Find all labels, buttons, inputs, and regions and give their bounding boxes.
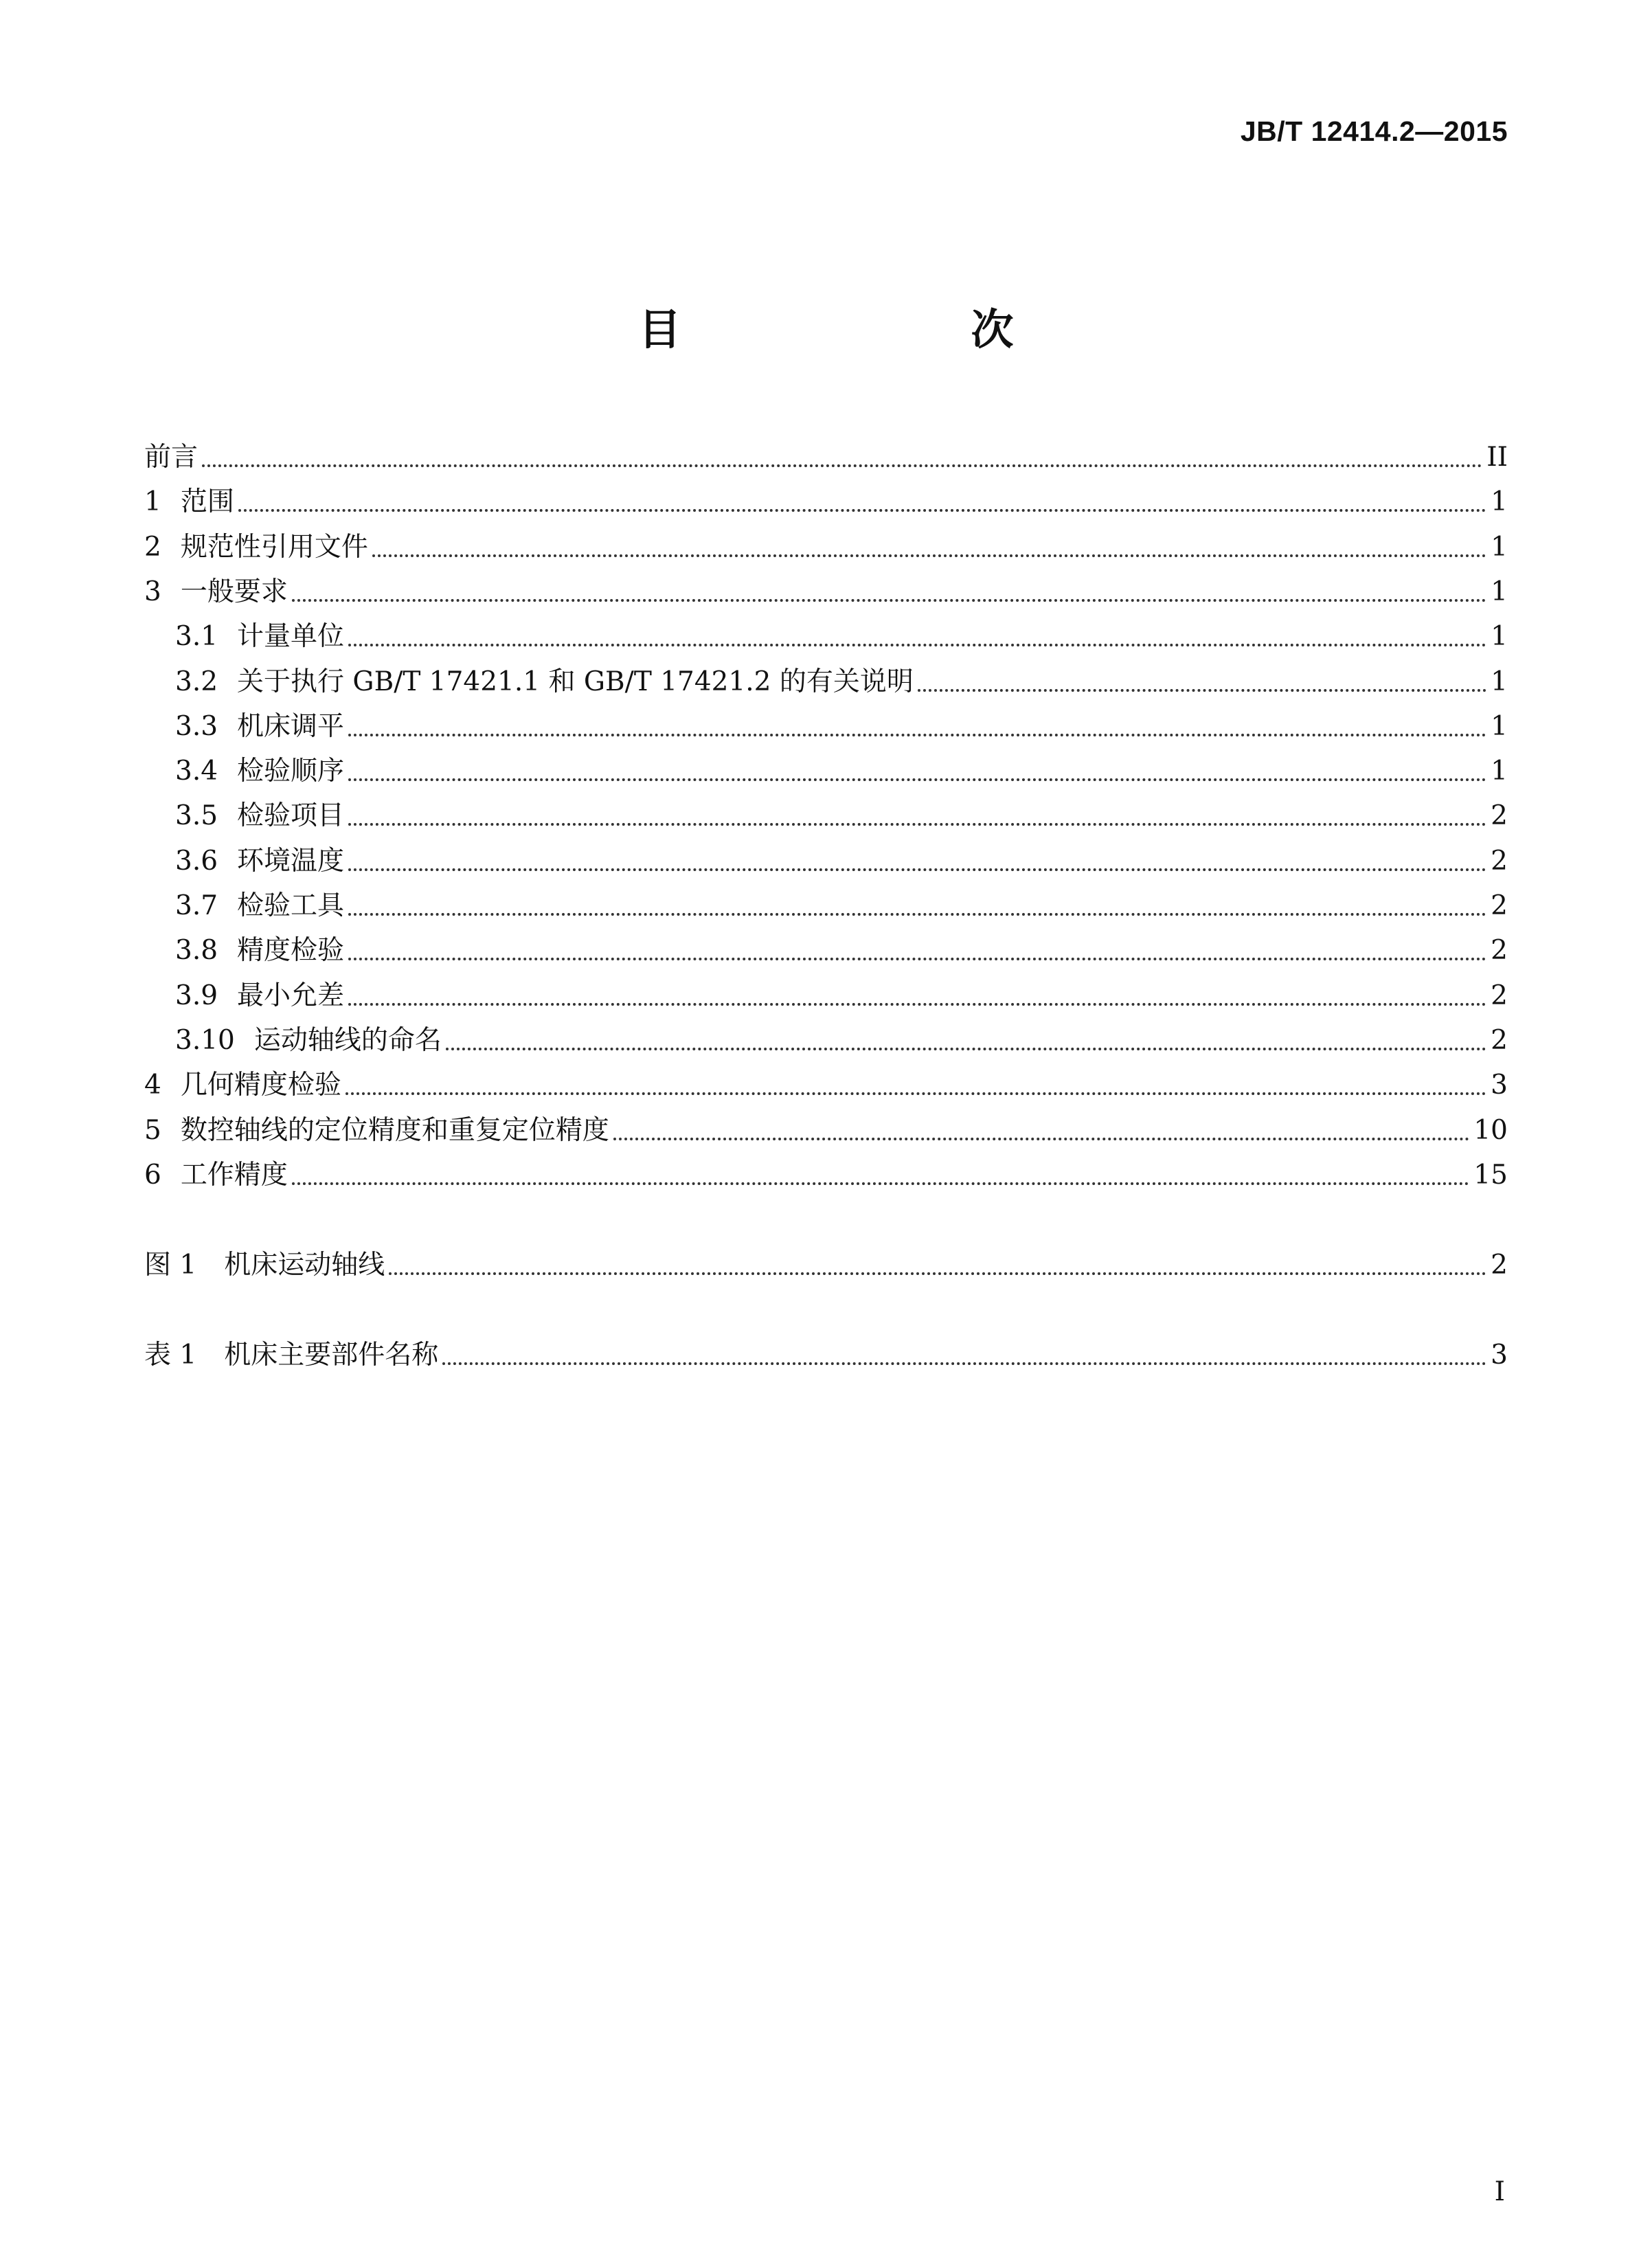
toc-entry[interactable] bbox=[144, 434, 1508, 475]
toc-entry-page: 1 bbox=[1491, 486, 1508, 518]
toc-entry[interactable] bbox=[144, 1152, 1508, 1193]
toc-entry-page: 3 bbox=[1491, 1070, 1508, 1101]
dot-leader bbox=[348, 823, 1486, 826]
toc-entry-page: 2 bbox=[1491, 890, 1508, 921]
toc-entry-label: 前言 bbox=[144, 442, 199, 473]
toc-entry-label: 计量单位 bbox=[237, 621, 345, 653]
dot-leader bbox=[292, 599, 1486, 602]
dot-leader bbox=[238, 509, 1486, 512]
dot-leader bbox=[918, 689, 1486, 692]
toc-entry[interactable] bbox=[144, 524, 1508, 565]
toc-entry-number: 5 bbox=[144, 1114, 161, 1146]
toc-entry-number: 6 bbox=[144, 1159, 161, 1191]
toc-entry-number: 3.10 bbox=[175, 1024, 235, 1056]
toc-entry-page: 1 bbox=[1491, 710, 1508, 742]
toc-entry-number: 3.5 bbox=[175, 800, 218, 832]
toc-entry-page: 2 bbox=[1491, 845, 1508, 877]
toc-entry-page: 1 bbox=[1491, 576, 1508, 607]
toc-entry-label: 机床主要部件名称 bbox=[224, 1339, 439, 1371]
toc-entry[interactable] bbox=[144, 1017, 1508, 1059]
toc-entry-number: 4 bbox=[144, 1070, 161, 1101]
toc-entry[interactable] bbox=[144, 973, 1508, 1014]
toc-entry-number: 3.1 bbox=[175, 621, 218, 653]
toc-entry-page: 2 bbox=[1491, 935, 1508, 967]
toc-entry-label: 环境温度 bbox=[237, 845, 345, 877]
toc-entry[interactable] bbox=[144, 883, 1508, 924]
dot-leader bbox=[292, 1182, 1470, 1185]
dot-leader bbox=[442, 1362, 1486, 1365]
toc-entry-number: 3.6 bbox=[175, 845, 218, 877]
toc-entry-label: 关于执行 GB/T 17421.1 和 GB/T 17421.2 的有关说明 bbox=[237, 666, 914, 697]
toc-entry-number: 3.8 bbox=[175, 935, 218, 967]
toc-entry[interactable] bbox=[144, 748, 1508, 789]
toc-entry-label: 一般要求 bbox=[180, 576, 288, 607]
toc-entry-label: 机床运动轴线 bbox=[224, 1249, 385, 1281]
dot-leader bbox=[348, 734, 1486, 736]
toc-entry-label: 范围 bbox=[180, 486, 234, 518]
toc-entry[interactable] bbox=[144, 569, 1508, 610]
toc-entry-page: 2 bbox=[1491, 1024, 1508, 1056]
toc-entry-number: 图 1 bbox=[144, 1249, 197, 1281]
toc-entry[interactable] bbox=[144, 659, 1508, 700]
toc-entry-number: 3.9 bbox=[175, 980, 218, 1011]
dot-leader bbox=[348, 913, 1486, 916]
toc-entry-label: 检验顺序 bbox=[237, 756, 345, 787]
toc-entry-page: 10 bbox=[1473, 1114, 1508, 1146]
toc-entry[interactable] bbox=[144, 479, 1508, 520]
toc-entry[interactable] bbox=[144, 613, 1508, 655]
toc-entry[interactable] bbox=[144, 1107, 1508, 1149]
dot-leader bbox=[348, 958, 1486, 960]
toc-entry-number: 3 bbox=[144, 576, 161, 607]
toc-entry-number: 表 1 bbox=[144, 1339, 197, 1371]
toc-entry[interactable] bbox=[144, 1062, 1508, 1103]
toc-entry-label: 运动轴线的命名 bbox=[253, 1024, 442, 1056]
dot-leader bbox=[348, 644, 1486, 646]
toc-entry[interactable] bbox=[144, 793, 1508, 834]
toc-entry-label: 几何精度检验 bbox=[180, 1070, 341, 1101]
toc-entry-label: 最小允差 bbox=[237, 980, 345, 1011]
toc-entry-page: 1 bbox=[1491, 666, 1508, 697]
toc-entry-number: 2 bbox=[144, 531, 161, 563]
toc-figure-entry[interactable] bbox=[144, 1332, 1508, 1373]
toc-entry-page: 3 bbox=[1491, 1339, 1508, 1371]
dot-leader bbox=[389, 1272, 1486, 1275]
toc-entry-page: 1 bbox=[1491, 621, 1508, 653]
toc-entry-page: 1 bbox=[1491, 531, 1508, 563]
dot-leader bbox=[202, 464, 1482, 467]
page-title: 目 次 bbox=[638, 304, 1138, 354]
dot-leader bbox=[348, 868, 1486, 871]
dot-leader bbox=[446, 1048, 1486, 1050]
toc-entry-label: 检验项目 bbox=[237, 800, 345, 832]
toc-entry-label: 工作精度 bbox=[180, 1159, 288, 1191]
toc-entry-number: 3.2 bbox=[175, 666, 218, 697]
toc-entry[interactable] bbox=[144, 703, 1508, 745]
page-number: I bbox=[1494, 2176, 1505, 2207]
toc-figure-entry[interactable] bbox=[144, 1242, 1508, 1283]
toc-entry[interactable] bbox=[144, 927, 1508, 969]
toc-entry-label: 机床调平 bbox=[237, 710, 345, 742]
toc-entry-number: 3.4 bbox=[175, 756, 218, 787]
toc-entry-page: 2 bbox=[1491, 800, 1508, 832]
toc-entry-label: 检验工具 bbox=[237, 890, 345, 921]
toc-entry-number: 3.3 bbox=[175, 710, 218, 742]
dot-leader bbox=[613, 1138, 1470, 1140]
dot-leader bbox=[348, 778, 1486, 781]
toc-entry-page: 2 bbox=[1491, 980, 1508, 1011]
toc-entry-page: 15 bbox=[1473, 1159, 1508, 1191]
toc-entry-page: II bbox=[1486, 442, 1508, 473]
standard-code: JB/T 12414.2—2015 bbox=[1240, 115, 1508, 147]
toc-entry-number: 3.7 bbox=[175, 890, 218, 921]
toc-entry-page: 1 bbox=[1491, 756, 1508, 787]
dot-leader bbox=[348, 1003, 1486, 1006]
toc-entry-label: 规范性引用文件 bbox=[180, 531, 368, 563]
dot-leader bbox=[346, 1092, 1486, 1095]
toc-entry-page: 2 bbox=[1491, 1249, 1508, 1281]
toc-entry-label: 精度检验 bbox=[237, 935, 345, 967]
dot-leader bbox=[372, 554, 1486, 557]
toc-entry-number: 1 bbox=[144, 486, 161, 518]
toc-entry-label: 数控轴线的定位精度和重复定位精度 bbox=[180, 1114, 609, 1146]
toc-entry[interactable] bbox=[144, 838, 1508, 879]
